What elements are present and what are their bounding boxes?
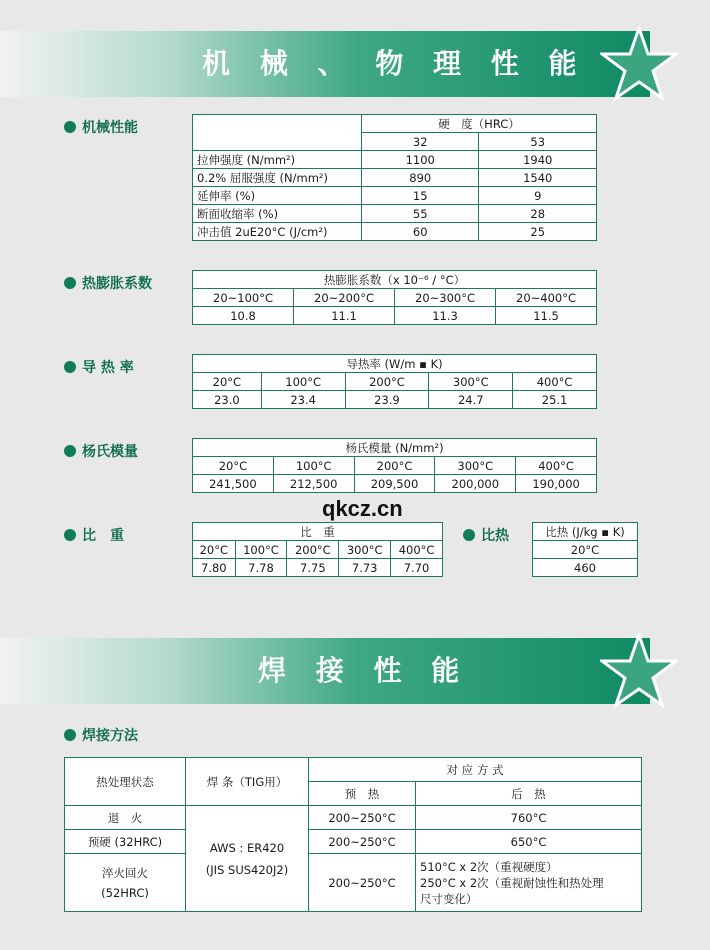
section-label-thermal-expansion xyxy=(64,273,152,293)
banner-welding xyxy=(0,638,650,704)
table-cell: 650°C xyxy=(416,830,642,854)
col-header: 焊 条（TIG用） xyxy=(186,758,309,806)
specific-heat-table xyxy=(532,522,638,577)
table-cell: 28 xyxy=(479,205,597,223)
bullet-icon xyxy=(64,361,76,373)
conductivity-table xyxy=(192,354,597,409)
col-header: 200°C xyxy=(345,373,429,391)
section-label-text: 机械性能 xyxy=(82,120,138,136)
section-label-mechanical xyxy=(64,117,138,137)
table-row xyxy=(193,151,597,169)
table-cell: 11.5 xyxy=(496,307,597,325)
table-row xyxy=(193,559,443,577)
col-header: 20~100°C xyxy=(193,289,294,307)
section-label-text: 热膨胀系数 xyxy=(82,276,152,292)
table-cell: 25.1 xyxy=(513,391,597,409)
table-cell: 190,000 xyxy=(516,475,597,493)
bullet-icon xyxy=(64,445,76,457)
col-header: 400°C xyxy=(516,457,597,475)
table-cell: 7.70 xyxy=(391,559,443,577)
table-cell: 1100 xyxy=(362,151,479,169)
banner-title: 焊 接 性 能 xyxy=(258,654,470,687)
row-label: 拉伸强度 (N/mm²) xyxy=(193,151,362,169)
table-cell: 200~250°C xyxy=(309,830,416,854)
table-row xyxy=(65,830,642,854)
section-label-text: 杨氏模量 xyxy=(82,444,138,460)
table-cell: 10.8 xyxy=(193,307,294,325)
table-cell: 7.73 xyxy=(339,559,391,577)
post-line: 510°C x 2次（重视硬度） xyxy=(420,859,558,874)
bullet-icon xyxy=(64,277,76,289)
bullet-icon xyxy=(64,121,76,133)
banner-mechanical-physical xyxy=(0,31,650,97)
table-cell: 15 xyxy=(362,187,479,205)
col-header: 400°C xyxy=(391,541,443,559)
section-label-density xyxy=(64,525,124,545)
col-header: 20°C xyxy=(193,457,274,475)
col-header: 20°C xyxy=(193,373,262,391)
table-cell: 23.9 xyxy=(345,391,429,409)
rod-line: (JIS SUS420J2) xyxy=(205,862,289,877)
section-label-text: 比 重 xyxy=(82,528,124,544)
state-line: 淬火回火 xyxy=(102,865,148,880)
col-header: 400°C xyxy=(513,373,597,391)
table-corner xyxy=(193,115,362,151)
table-header: 硬 度（HRC） xyxy=(362,115,597,133)
table-cell: 209,500 xyxy=(354,475,435,493)
col-header: 热处理状态 xyxy=(65,758,186,806)
col-header: 100°C xyxy=(273,457,354,475)
table-row xyxy=(193,187,597,205)
col-header: 20~400°C xyxy=(496,289,597,307)
row-label: 0.2% 屈服强度 (N/mm²) xyxy=(193,169,362,187)
table-row xyxy=(65,806,642,830)
table-cell: 1540 xyxy=(479,169,597,187)
table-cell: 890 xyxy=(362,169,479,187)
rod-line: AWS : ER420 xyxy=(209,840,285,855)
table-row xyxy=(193,205,597,223)
col-header: 20~200°C xyxy=(294,289,395,307)
table-cell: 460 xyxy=(533,559,638,577)
table-cell: 7.80 xyxy=(193,559,236,577)
density-table xyxy=(192,522,443,577)
table-cell: 212,500 xyxy=(273,475,354,493)
row-label: 冲击值 2uE20°C (J/cm²) xyxy=(193,223,362,241)
post-line: 尺寸变化） xyxy=(420,891,478,906)
col-header: 20°C xyxy=(193,541,236,559)
col-header: 100°C xyxy=(261,373,345,391)
post-line: 250°C x 2次（重视耐蚀性和热处理 xyxy=(420,875,604,890)
bullet-icon xyxy=(463,529,475,541)
table-cell: 241,500 xyxy=(193,475,274,493)
table-cell: 23.0 xyxy=(193,391,262,409)
banner-title: 机 械 、 物 理 性 能 xyxy=(202,47,587,80)
table-row xyxy=(193,307,597,325)
table-cell: 7.78 xyxy=(235,559,287,577)
table-header: 比热 (J/kg ▪ K) xyxy=(533,523,638,541)
section-label-youngs xyxy=(64,441,138,461)
star-icon xyxy=(600,633,678,709)
section-label-welding xyxy=(64,725,138,745)
table-row xyxy=(533,559,638,577)
youngs-table xyxy=(192,438,597,493)
row-label: 断面收缩率 (%) xyxy=(193,205,362,223)
table-cell: 11.1 xyxy=(294,307,395,325)
table-row xyxy=(193,169,597,187)
table-row xyxy=(193,391,597,409)
mechanical-table xyxy=(192,114,597,241)
table-cell xyxy=(65,854,186,912)
table-cell: 1940 xyxy=(479,151,597,169)
state-line: (52HRC) xyxy=(101,885,149,900)
table-cell xyxy=(416,854,642,912)
bullet-icon xyxy=(64,529,76,541)
section-label-text: 焊接方法 xyxy=(82,728,138,744)
col-header: 预 热 xyxy=(309,782,416,806)
section-label-text: 导 热 率 xyxy=(82,360,134,376)
col-header: 200°C xyxy=(354,457,435,475)
col-header: 20°C xyxy=(533,541,638,559)
table-cell: 200,000 xyxy=(435,475,516,493)
rod-cell xyxy=(186,806,309,912)
table-row xyxy=(193,223,597,241)
table-cell: 60 xyxy=(362,223,479,241)
bullet-icon xyxy=(64,729,76,741)
row-label: 延伸率 (%) xyxy=(193,187,362,205)
col-header: 300°C xyxy=(339,541,391,559)
thermal-expansion-table xyxy=(192,270,597,325)
watermark-text: qkcz.cn xyxy=(322,496,403,521)
welding-table xyxy=(64,757,642,912)
table-header: 比 重 xyxy=(193,523,443,541)
col-header: 后 热 xyxy=(416,782,642,806)
col-header: 100°C xyxy=(235,541,287,559)
table-header: 导热率 (W/m ▪ K) xyxy=(193,355,597,373)
table-cell: 200~250°C xyxy=(309,854,416,912)
table-cell: 25 xyxy=(479,223,597,241)
table-cell: 7.75 xyxy=(287,559,339,577)
table-header: 热膨胀系数（x 10⁻⁶ / °C） xyxy=(193,271,597,289)
table-cell: 23.4 xyxy=(261,391,345,409)
table-row xyxy=(65,854,642,912)
col-header: 53 xyxy=(479,133,597,151)
table-cell: 11.3 xyxy=(395,307,496,325)
section-label-conductivity xyxy=(64,357,134,377)
table-cell: 24.7 xyxy=(429,391,513,409)
table-row xyxy=(193,475,597,493)
table-cell: 9 xyxy=(479,187,597,205)
col-header: 300°C xyxy=(435,457,516,475)
col-header: 300°C xyxy=(429,373,513,391)
table-cell: 55 xyxy=(362,205,479,223)
table-header: 杨氏模量 (N/mm²) xyxy=(193,439,597,457)
col-header: 200°C xyxy=(287,541,339,559)
col-header: 32 xyxy=(362,133,479,151)
table-cell: 退 火 xyxy=(65,806,186,830)
col-header: 20~300°C xyxy=(395,289,496,307)
col-header: 对 应 方 式 xyxy=(309,758,642,782)
table-cell: 200~250°C xyxy=(309,806,416,830)
table-cell: 760°C xyxy=(416,806,642,830)
section-label-specific-heat xyxy=(463,525,509,545)
star-icon xyxy=(600,26,678,102)
section-label-text: 比热 xyxy=(481,528,509,544)
table-cell: 预硬 (32HRC) xyxy=(65,830,186,854)
